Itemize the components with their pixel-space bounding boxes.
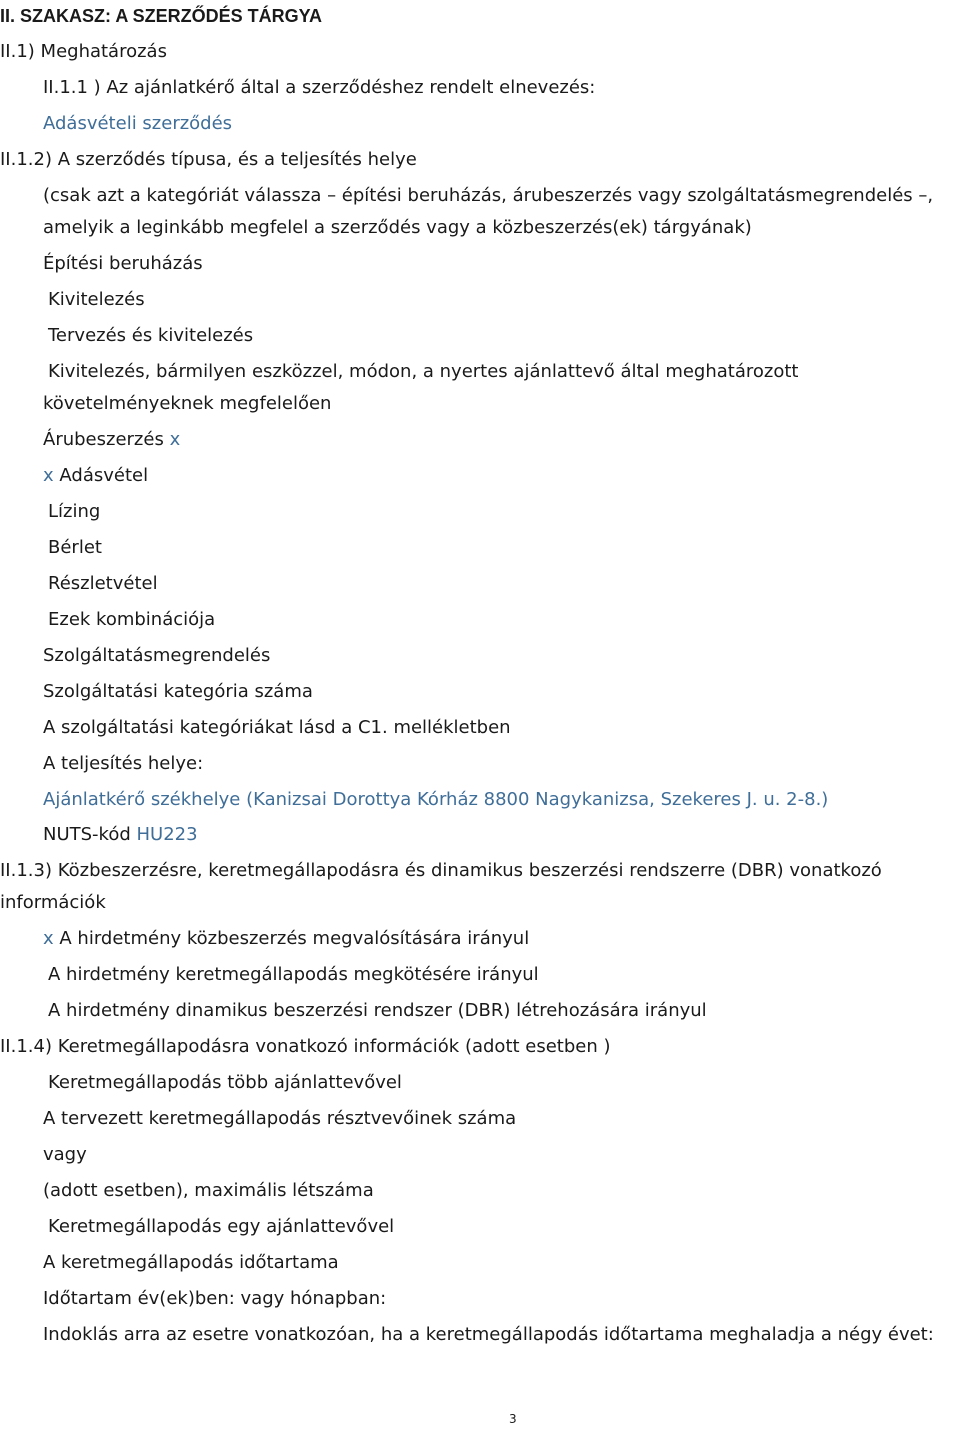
- heading-ii-1-1: II.1.1 ) Az ajánlatkérő által a szerződéshez rendelt elnevezés:: [43, 77, 596, 98]
- type-note-line-2: amelyik a leginkább megfelel a szerződés vagy a közbeszerzés(ek) tárgyának): [43, 217, 752, 238]
- framework-duration-units-label: Időtartam év(ek)ben: vagy hónapban:: [43, 1288, 387, 1309]
- nuts-row: [43, 824, 198, 846]
- framework-duration-label: A keretmegállapodás időtartama: [43, 1252, 339, 1273]
- purchase-row: [43, 465, 148, 487]
- nuts-value: HU223: [136, 824, 198, 845]
- notice-procurement-row: [43, 928, 529, 950]
- contract-name-value: Adásvételi szerződés: [43, 113, 233, 134]
- supplies-row: [43, 429, 180, 451]
- purchase-selected-mark: x: [43, 465, 54, 486]
- nuts-label: NUTS-kód: [43, 824, 131, 845]
- heading-ii-1-2: II.1.2) A szerződés típusa, és a teljesítés helye: [0, 149, 417, 170]
- heading-ii-1-3-line-2: információk: [0, 892, 106, 913]
- section-title: II. SZAKASZ: A SZERZŐDÉS TÁRGYA: [0, 6, 323, 26]
- place-value: Ajánlatkérő székhelye (Kanizsai Dorottya Kórház 8800 Nagykanizsa, Szekeres J. u. 2-8.): [43, 789, 829, 810]
- combination-option: Ezek kombinációja: [48, 609, 216, 630]
- notice-procurement-mark: x: [43, 928, 54, 949]
- page-number: 3: [509, 1412, 517, 1426]
- service-category-label: Szolgáltatási kategória száma: [43, 681, 313, 702]
- works-option-any-means-line-2: követelményeknek megfelelően: [43, 393, 332, 414]
- heading-ii-1-4: II.1.4) Keretmegállapodásra vonatkozó információk (adott esetben ): [0, 1036, 611, 1057]
- purchase-label: Adásvétel: [59, 465, 149, 486]
- heading-ii-1-3-line-1: II.1.3) Közbeszerzésre, keretmegállapodásra és dinamikus beszerzési rendszerre (DBR) vonatkozó: [0, 860, 882, 881]
- services-label: Szolgáltatásmegrendelés: [43, 645, 271, 666]
- framework-justification-label: Indoklás arra az esetre vonatkozóan, ha a keretmegállapodás időtartama meghaladja a négy évet:: [43, 1324, 934, 1345]
- type-note-line-1: (csak azt a kategóriát válassza – építési beruházás, árubeszerzés vagy szolgáltatásmegrendelés –,: [43, 185, 934, 206]
- framework-or-label: vagy: [43, 1144, 87, 1165]
- rental-option: Bérlet: [48, 537, 102, 558]
- framework-max-label: (adott esetben), maximális létszáma: [43, 1180, 374, 1201]
- notice-procurement-label: A hirdetmény közbeszerzés megvalósítására irányul: [59, 928, 530, 949]
- framework-multi-option: Keretmegállapodás több ajánlattevővel: [48, 1072, 402, 1093]
- notice-framework-option: A hirdetmény keretmegállapodás megkötésére irányul: [48, 964, 539, 985]
- works-option-any-means-line-1: Kivitelezés, bármilyen eszközzel, módon, a nyertes ajánlattevő által meghatározott: [48, 361, 799, 382]
- supplies-selected-mark: x: [169, 429, 181, 450]
- supplies-label: Árubeszerzés: [43, 429, 164, 450]
- heading-ii-1: II.1) Meghatározás: [0, 41, 167, 62]
- works-label: Építési beruházás: [43, 253, 203, 274]
- framework-single-option: Keretmegállapodás egy ajánlattevővel: [48, 1216, 395, 1237]
- works-option-design-execution: Tervezés és kivitelezés: [48, 325, 254, 346]
- service-category-note: A szolgáltatási kategóriákat lásd a C1. mellékletben: [43, 717, 511, 738]
- hire-purchase-option: Részletvétel: [48, 573, 158, 594]
- framework-participants-label: A tervezett keretmegállapodás résztvevőinek száma: [43, 1108, 517, 1129]
- notice-dbr-option: A hirdetmény dinamikus beszerzési rendszer (DBR) létrehozására irányul: [48, 1000, 707, 1021]
- place-label: A teljesítés helye:: [43, 753, 204, 774]
- works-option-execution: Kivitelezés: [48, 289, 145, 310]
- leasing-option: Lízing: [48, 501, 101, 522]
